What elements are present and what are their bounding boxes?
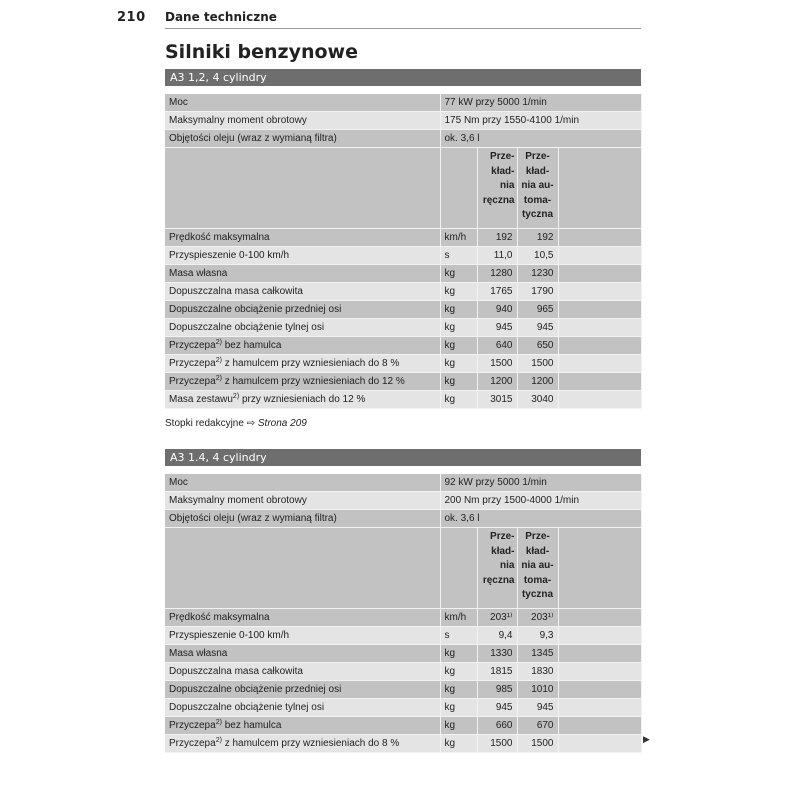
spec-row: [165, 130, 641, 148]
table-row: [165, 247, 641, 265]
table-row: [165, 681, 641, 699]
value-manual: 1200: [477, 373, 517, 391]
value-automatic: 945: [517, 699, 558, 717]
row-label: [165, 681, 440, 699]
spec-row: [165, 492, 641, 510]
table-row: [165, 319, 641, 337]
row-label-text: Prędkość maksymalna: [169, 231, 270, 243]
value-automatic: 1200: [517, 373, 558, 391]
column-header-row: [165, 148, 641, 229]
spec-label: Moc: [165, 474, 440, 492]
value-manual: 1330: [477, 645, 517, 663]
running-header: Dane techniczne: [165, 10, 277, 24]
footnote-mark: 2): [215, 356, 222, 364]
unit: kg: [440, 283, 477, 301]
value-manual: 1815: [477, 663, 517, 681]
spec-label: Moc: [165, 94, 440, 112]
spec-row: [165, 112, 641, 130]
content-flow: [165, 69, 641, 753]
header-automatic-transmission: [517, 528, 558, 609]
row-label-text: Dopuszczalne obciążenie tylnej osi: [169, 321, 325, 333]
footnote-link[interactable]: Strona 209: [257, 418, 307, 429]
spec-value: ok. 3,6 l: [440, 130, 641, 148]
footnote-mark: 2): [215, 736, 222, 744]
row-label-text: Dopuszczalne obciążenie tylnej osi: [169, 701, 325, 713]
value-manual: 1500: [477, 355, 517, 373]
footnote-mark: 2): [232, 392, 240, 400]
header-line: toma-: [523, 574, 552, 586]
unit: kg: [440, 391, 477, 409]
table-row: [165, 355, 641, 373]
unit: kg: [440, 681, 477, 699]
row-label: [165, 391, 440, 409]
value-automatic: 1345: [517, 645, 558, 663]
spec-row: [165, 510, 641, 528]
row-label-suffix: bez hamulca: [224, 339, 282, 351]
header-line: kład-: [525, 545, 550, 557]
unit: kg: [440, 645, 477, 663]
empty-cell: [558, 355, 641, 373]
empty-cell: [558, 699, 641, 717]
header-blank: [165, 148, 440, 229]
table-heading-a3-12: A3 1,2, 4 cylindry: [165, 69, 641, 86]
footnote-mark: 2): [215, 338, 222, 346]
row-label-text: Przyspieszenie 0-100 km/h: [169, 249, 290, 261]
header-line: tyczna: [521, 209, 554, 220]
table-row: [165, 265, 641, 283]
row-label-text: Dopuszczalne obciążenie przedniej osi: [169, 683, 342, 695]
spec-row: [165, 474, 641, 492]
footnote-mark: 2): [215, 718, 222, 726]
table-row: [165, 717, 641, 735]
spec-table-a3-14: [165, 474, 642, 753]
header-automatic-transmission: [517, 148, 558, 229]
header-line: Prze-: [525, 151, 550, 162]
table-row: [165, 337, 641, 355]
row-label: [165, 645, 440, 663]
unit: kg: [440, 319, 477, 337]
value-automatic: 945: [517, 319, 558, 337]
header-manual-transmission: [477, 528, 517, 609]
header-blank: [440, 528, 477, 609]
value-manual: 9,4: [477, 627, 517, 645]
value-manual: 203¹⁾: [477, 609, 517, 627]
row-label-text: Masa zestawu: [169, 393, 233, 405]
row-label-text: Przyczepa: [169, 737, 216, 749]
empty-cell: [558, 627, 641, 645]
value-manual: 985: [477, 681, 517, 699]
value-manual: 1765: [477, 283, 517, 301]
table-row: [165, 301, 641, 319]
value-automatic: 1010: [517, 681, 558, 699]
row-label: [165, 283, 440, 301]
row-label-text: Masa własna: [169, 647, 228, 659]
value-automatic: 1230: [517, 265, 558, 283]
value-manual: 940: [477, 301, 517, 319]
row-label-text: Prędkość maksymalna: [169, 611, 270, 623]
header-blank: [165, 528, 440, 609]
value-manual: 1500: [477, 735, 517, 753]
value-manual: 945: [477, 699, 517, 717]
table-row: [165, 627, 641, 645]
spec-value: 175 Nm przy 1550-4100 1/min: [440, 112, 641, 130]
spec-value: 77 kW przy 5000 1/min: [440, 94, 641, 112]
header-line: ręczna: [482, 574, 515, 586]
header-line: nia au-: [521, 560, 554, 571]
table-row: [165, 391, 641, 409]
spec-label: Objętości oleju (wraz z wymianą filtra): [165, 130, 440, 148]
unit: km/h: [440, 609, 477, 627]
value-automatic: 650: [517, 337, 558, 355]
value-automatic: 1830: [517, 663, 558, 681]
unit: km/h: [440, 229, 477, 247]
row-label: [165, 373, 440, 391]
row-label: [165, 337, 440, 355]
footnote-label: Stopki redakcyjne: [165, 418, 244, 429]
value-automatic: 1500: [517, 355, 558, 373]
empty-cell: [558, 319, 641, 337]
header-line: kład-: [491, 545, 515, 557]
header-manual-transmission: [477, 148, 517, 229]
value-automatic: 3040: [517, 391, 558, 409]
empty-cell: [558, 717, 641, 735]
row-label: [165, 717, 440, 735]
unit: kg: [440, 301, 477, 319]
empty-cell: [558, 609, 641, 627]
row-label-text: Dopuszczalne obciążenie przedniej osi: [169, 303, 342, 315]
empty-cell: [558, 663, 641, 681]
header-line: nia: [500, 180, 515, 191]
header-line: kład-: [525, 165, 550, 177]
value-manual: 660: [477, 717, 517, 735]
spec-label: Maksymalny moment obrotowy: [165, 112, 440, 130]
row-label: [165, 229, 440, 247]
spec-value: 92 kW przy 5000 1/min: [440, 474, 641, 492]
empty-cell: [558, 301, 641, 319]
row-label-text: Przyczepa: [169, 719, 216, 731]
unit: kg: [440, 355, 477, 373]
table-row: [165, 699, 641, 717]
value-manual: 640: [477, 337, 517, 355]
row-label-suffix: bez hamulca: [224, 719, 282, 731]
value-manual: 945: [477, 319, 517, 337]
row-label: [165, 301, 440, 319]
header-line: nia: [500, 560, 515, 571]
unit: kg: [440, 265, 477, 283]
unit: kg: [440, 735, 477, 753]
row-label: [165, 627, 440, 645]
row-label-text: Przyczepa: [169, 357, 216, 369]
spec-row: [165, 94, 641, 112]
empty-cell: [558, 391, 641, 409]
row-label: [165, 247, 440, 265]
row-label-text: Masa własna: [169, 267, 228, 279]
empty-cell: [558, 735, 641, 753]
value-manual: 1280: [477, 265, 517, 283]
value-manual: 3015: [477, 391, 517, 409]
spec-value: 200 Nm przy 1500-4000 1/min: [440, 492, 641, 510]
header-line: toma-: [523, 194, 552, 206]
row-label-suffix: z hamulcem przy wzniesieniach do 8 %: [224, 357, 400, 369]
unit: s: [440, 247, 477, 265]
unit: kg: [440, 337, 477, 355]
value-manual: 11,0: [477, 247, 517, 265]
value-manual: 192: [477, 229, 517, 247]
value-automatic: 203¹⁾: [517, 609, 558, 627]
value-automatic: 9,3: [517, 627, 558, 645]
header-line: Prze-: [525, 531, 550, 542]
unit: s: [440, 627, 477, 645]
row-label: [165, 663, 440, 681]
header-blank: [558, 528, 641, 609]
header-line: kład-: [491, 165, 515, 177]
row-label: [165, 735, 440, 753]
empty-cell: [558, 373, 641, 391]
empty-cell: [558, 265, 641, 283]
header-divider: [165, 28, 641, 29]
row-label: [165, 699, 440, 717]
page-number: 210: [117, 10, 146, 25]
header-line: ręczna: [482, 194, 515, 206]
continue-arrow-icon: ▶: [643, 735, 650, 745]
header-blank: [558, 148, 641, 229]
row-label-text: Dopuszczalna masa całkowita: [169, 285, 303, 297]
header-line: Prze-: [490, 151, 515, 162]
column-header-row: [165, 528, 641, 609]
value-automatic: 670: [517, 717, 558, 735]
unit: kg: [440, 717, 477, 735]
spec-label: Maksymalny moment obrotowy: [165, 492, 440, 510]
empty-cell: [558, 229, 641, 247]
arrow-icon: ⇨: [246, 418, 256, 429]
row-label-suffix: przy wzniesieniach do 12 %: [241, 393, 366, 405]
row-label-suffix: z hamulcem przy wzniesieniach do 8 %: [224, 737, 400, 749]
row-label-text: Przyspieszenie 0-100 km/h: [169, 629, 290, 641]
value-automatic: 1500: [517, 735, 558, 753]
row-label-text: Przyczepa: [169, 375, 216, 387]
page-title: Silniki benzynowe: [165, 41, 358, 63]
value-automatic: 965: [517, 301, 558, 319]
table-row: [165, 229, 641, 247]
table-row: [165, 373, 641, 391]
row-label-text: Dopuszczalna masa całkowita: [169, 665, 303, 677]
unit: kg: [440, 699, 477, 717]
unit: kg: [440, 373, 477, 391]
table-row: [165, 609, 641, 627]
table-heading-a3-14: A3 1.4, 4 cylindry: [165, 449, 641, 466]
header-line: Prze-: [490, 531, 515, 542]
header-line: tyczna: [521, 589, 554, 600]
table-row: [165, 735, 641, 753]
row-label: [165, 609, 440, 627]
spec-table-a3-12: [165, 94, 642, 409]
row-label: [165, 355, 440, 373]
row-label-text: Przyczepa: [169, 339, 216, 351]
spec-label: Objętości oleju (wraz z wymianą filtra): [165, 510, 440, 528]
empty-cell: [558, 681, 641, 699]
footnote-mark: 2): [215, 374, 222, 382]
header-line: nia au-: [521, 180, 554, 191]
unit: kg: [440, 663, 477, 681]
table-row: [165, 645, 641, 663]
footnote-reference: [165, 417, 641, 430]
header-blank: [440, 148, 477, 229]
value-automatic: 192: [517, 229, 558, 247]
table-row: [165, 663, 641, 681]
value-automatic: 1790: [517, 283, 558, 301]
empty-cell: [558, 247, 641, 265]
spec-value: ok. 3,6 l: [440, 510, 641, 528]
empty-cell: [558, 337, 641, 355]
empty-cell: [558, 283, 641, 301]
row-label: [165, 265, 440, 283]
row-label-suffix: z hamulcem przy wzniesieniach do 12 %: [224, 375, 405, 387]
empty-cell: [558, 645, 641, 663]
table-row: [165, 283, 641, 301]
value-automatic: 10,5: [517, 247, 558, 265]
row-label: [165, 319, 440, 337]
